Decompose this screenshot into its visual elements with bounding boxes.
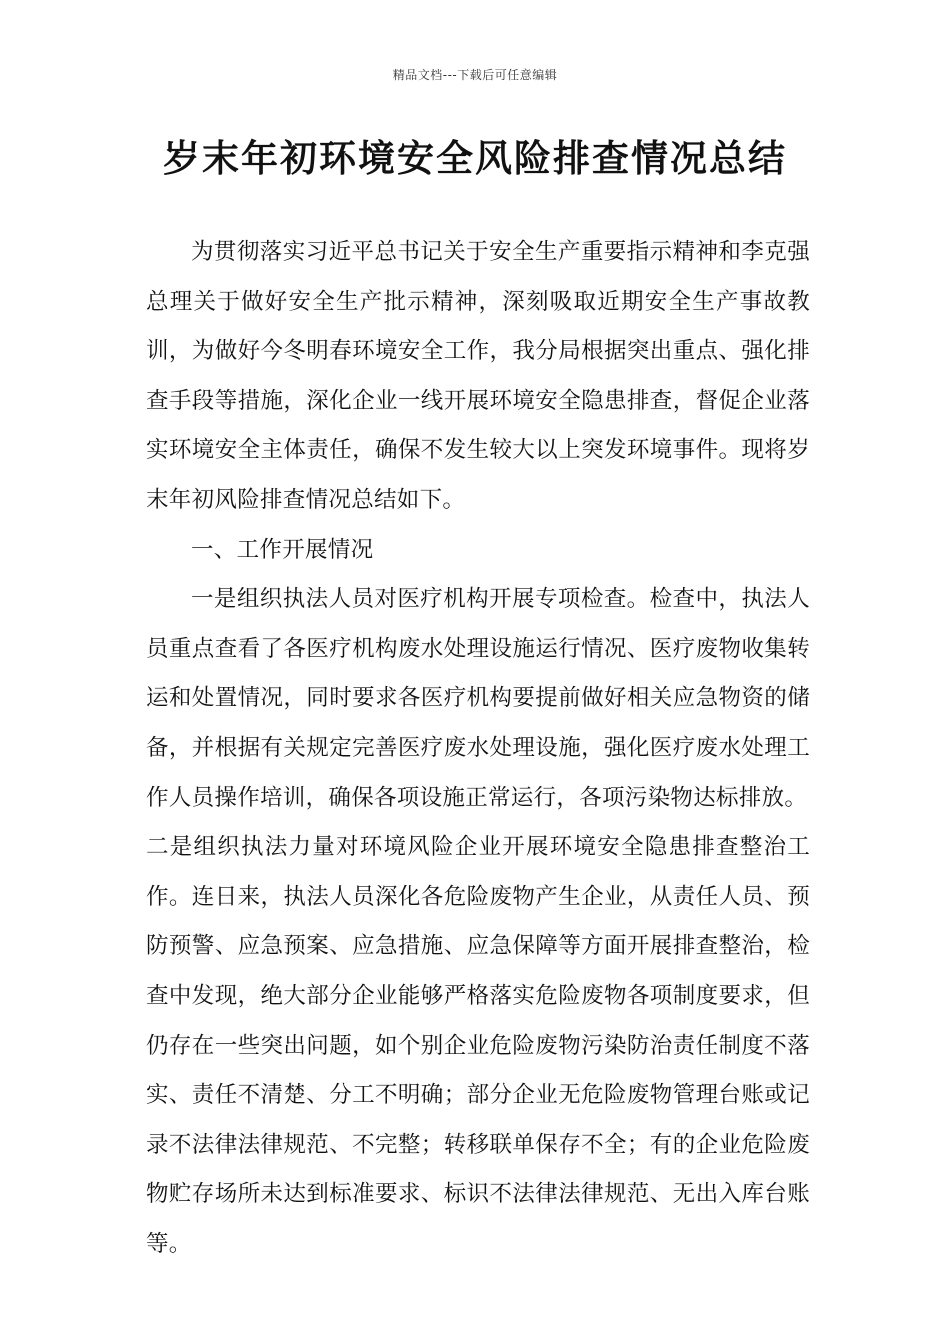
paragraph-item-two: 二是组织执法力量对环境风险企业开展环境安全隐患排查整治工作。连日来，执法人员深化各危险废物产生企业，从责任人员、预防预警、应急预案、应急措施、应急保障等方面开展排查整治，检查中发现，绝大部分企业能够严格落实危险废物各项制度要求，但仍存在一些突出问题，如个别企业危险废物污染防治责任制度不落实、责任不清楚、分工不明确；部分企业无危险废物管理台账或记录不法律法律规范、不完整；转移联单保存不全；有的企业危险废物贮存场所未达到标准要求、标识不法律法律规范、无出入库台账等。	[146, 834, 810, 1257]
paragraph-intro: 为贯彻落实习近平总书记关于安全生产重要指示精神和李克强总理关于做好安全生产批示精神，深刻吸取近期安全生产事故教训，为做好今冬明春环境安全工作，我分局根据突出重点、强化排查手段等措施，深化企业一线开展环境安全隐患排查，督促企业落实环境安全主体责任，确保不发生较大以上突发环境事件。现将岁末年初风险排查情况总结如下。	[146, 239, 810, 513]
document-title: 岁末年初环境安全风险排查情况总结	[163, 137, 787, 180]
header-note: 精品文档---下载后可任意编辑	[392, 68, 558, 82]
paragraph-item-one: 一是组织执法人员对医疗机构开展专项检查。检查中，执法人员重点查看了各医疗机构废水处理设施运行情况、医疗废物收集转运和处置情况，同时要求各医疗机构要提前做好相关应急物资的储备，并根据有关规定完善医疗废水处理设施，强化医疗废水处理工作人员操作培训，确保各项设施正常运行，各项污染物达标排放。	[146, 586, 810, 811]
section-heading: 一、工作开展情况	[191, 536, 374, 563]
document-body	[146, 228, 810, 1269]
